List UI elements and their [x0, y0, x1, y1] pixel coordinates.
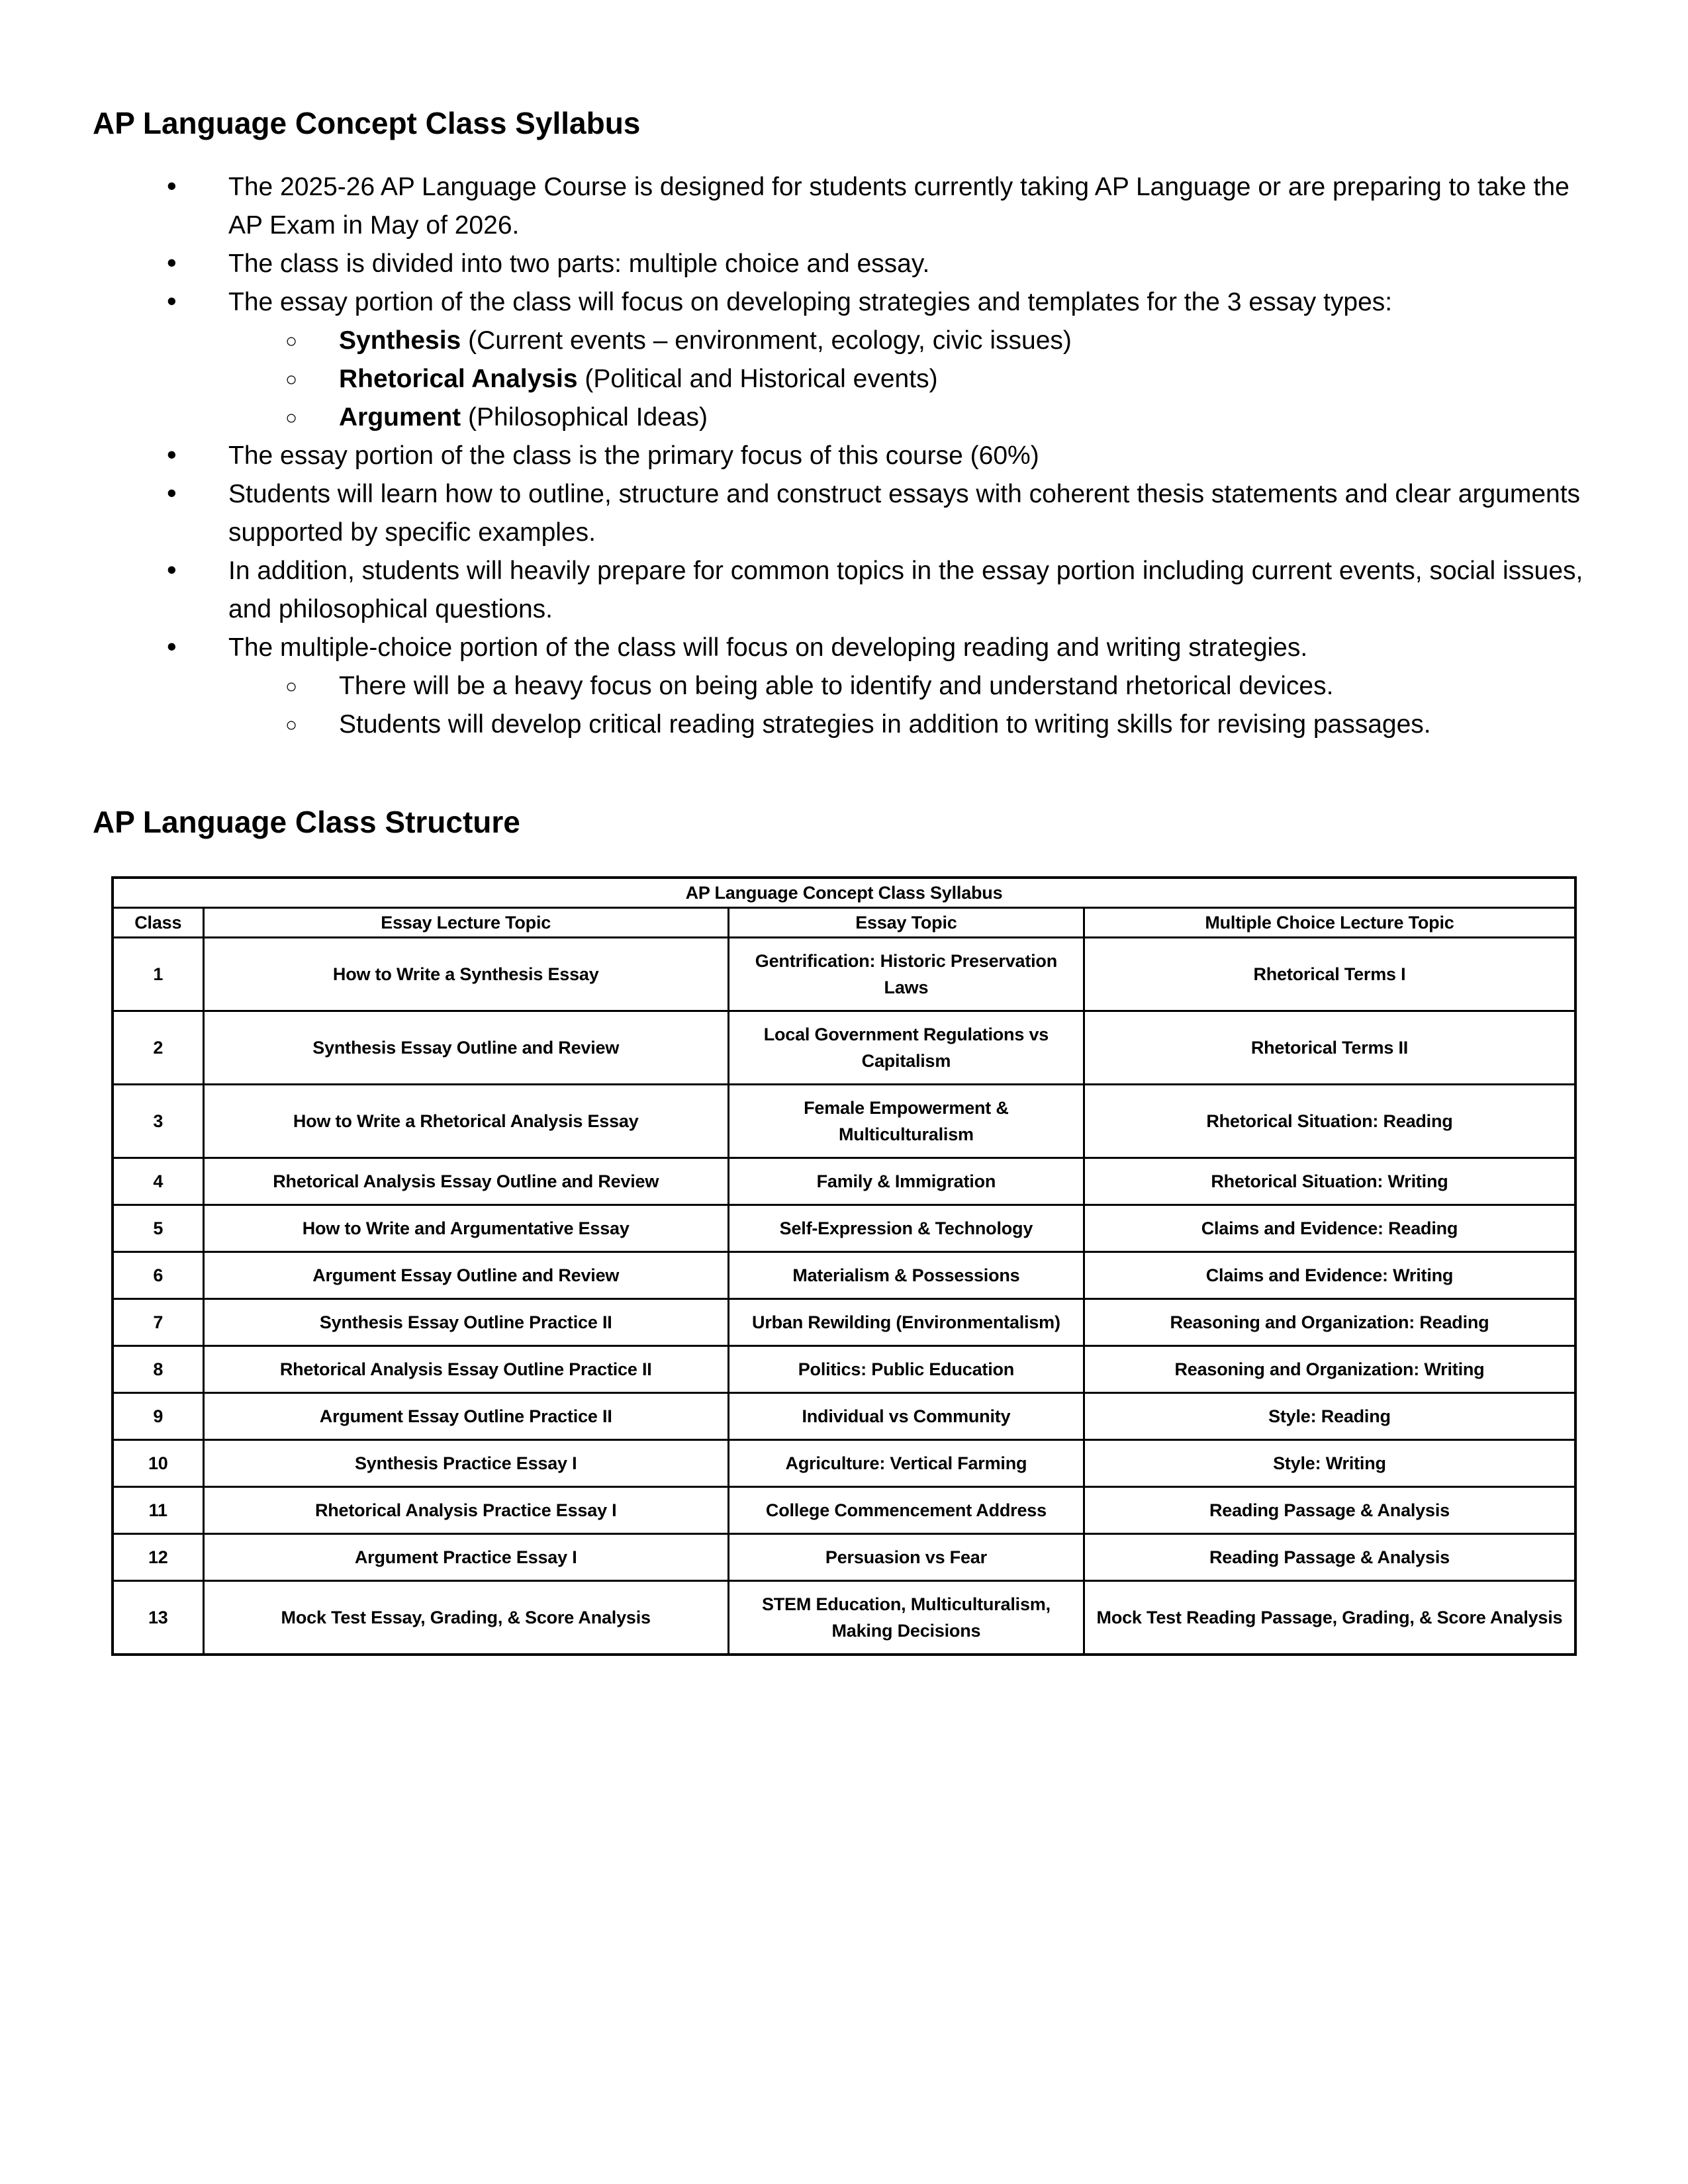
list-item	[93, 360, 1609, 398]
cell-mc-lecture-topic: Reasoning and Organization: Writing	[1084, 1346, 1575, 1393]
cell-essay-lecture-topic: Rhetorical Analysis Practice Essay I	[203, 1487, 728, 1534]
cell-essay-lecture-topic: Argument Practice Essay I	[203, 1534, 728, 1581]
list-item-text: Students will learn how to outline, structure and construct essays with coherent thesis statements and clear arguments supported by specific examples.	[228, 480, 1581, 547]
list-item-text: In addition, students will heavily prepare for common topics in the essay portion including current events, social issues, and philosophical questions.	[228, 557, 1583, 623]
disc-bullet-icon: •	[167, 554, 177, 585]
cell-class-number: 7	[113, 1299, 203, 1346]
cell-mc-lecture-topic: Rhetorical Situation: Writing	[1084, 1158, 1575, 1205]
disc-bullet-icon: •	[167, 285, 177, 316]
cell-essay-lecture-topic: How to Write and Argumentative Essay	[203, 1205, 728, 1252]
list-item	[93, 705, 1609, 744]
cell-mc-lecture-topic: Reasoning and Organization: Reading	[1084, 1299, 1575, 1346]
cell-class-number: 12	[113, 1534, 203, 1581]
table-row	[113, 1011, 1575, 1085]
disc-bullet-icon: •	[167, 170, 177, 201]
list-item-text: There will be a heavy focus on being able to identify and understand rhetorical devices.	[339, 672, 1334, 700]
syllabus-bullet-list	[93, 168, 1609, 744]
cell-essay-topic: Gentrification: Historic Preservation Laws	[728, 938, 1084, 1011]
list-item	[93, 667, 1609, 705]
table-row	[113, 1393, 1575, 1440]
table-body	[113, 878, 1575, 1655]
column-header: Multiple Choice Lecture Topic	[1084, 908, 1575, 938]
cell-essay-topic: STEM Education, Multiculturalism, Making Decisions	[728, 1581, 1084, 1655]
cell-mc-lecture-topic: Style: Writing	[1084, 1440, 1575, 1487]
table-row	[113, 1252, 1575, 1299]
column-header: Essay Topic	[728, 908, 1084, 938]
list-item-bold-text: Rhetorical Analysis	[339, 365, 578, 393]
disc-bullet-icon: •	[167, 477, 177, 508]
cell-class-number: 10	[113, 1440, 203, 1487]
list-item-text: Students will develop critical reading strategies in addition to writing skills for revising passages.	[339, 710, 1431, 739]
circle-bullet-icon: ○	[285, 714, 298, 736]
list-item	[93, 283, 1609, 322]
list-item	[93, 475, 1609, 552]
circle-bullet-icon: ○	[285, 407, 298, 429]
table-row	[113, 1534, 1575, 1581]
list-item	[93, 629, 1609, 667]
cell-essay-topic: Female Empowerment & Multiculturalism	[728, 1085, 1084, 1158]
table-caption-row	[113, 878, 1575, 908]
cell-essay-topic: Self-Expression & Technology	[728, 1205, 1084, 1252]
class-structure-table	[111, 876, 1577, 1656]
cell-essay-lecture-topic: Argument Essay Outline Practice II	[203, 1393, 728, 1440]
table-row	[113, 1085, 1575, 1158]
table-header-row	[113, 908, 1575, 938]
cell-class-number: 2	[113, 1011, 203, 1085]
cell-essay-topic: College Commencement Address	[728, 1487, 1084, 1534]
cell-essay-topic: Family & Immigration	[728, 1158, 1084, 1205]
list-item-text: (Political and Historical events)	[577, 365, 938, 393]
table-caption: AP Language Concept Class Syllabus	[113, 878, 1575, 908]
column-header: Essay Lecture Topic	[203, 908, 728, 938]
cell-class-number: 9	[113, 1393, 203, 1440]
cell-essay-lecture-topic: Synthesis Practice Essay I	[203, 1440, 728, 1487]
cell-essay-topic: Local Government Regulations vs Capitalism	[728, 1011, 1084, 1085]
cell-class-number: 5	[113, 1205, 203, 1252]
cell-class-number: 11	[113, 1487, 203, 1534]
circle-bullet-icon: ○	[285, 330, 298, 352]
table-row	[113, 1440, 1575, 1487]
cell-class-number: 3	[113, 1085, 203, 1158]
table-row	[113, 1346, 1575, 1393]
cell-mc-lecture-topic: Reading Passage & Analysis	[1084, 1534, 1575, 1581]
cell-essay-topic: Urban Rewilding (Environmentalism)	[728, 1299, 1084, 1346]
column-header: Class	[113, 908, 203, 938]
circle-bullet-icon: ○	[285, 369, 298, 390]
cell-class-number: 13	[113, 1581, 203, 1655]
class-structure-table-wrap	[111, 876, 1609, 1656]
table-row	[113, 1487, 1575, 1534]
cell-essay-lecture-topic: How to Write a Rhetorical Analysis Essay	[203, 1085, 728, 1158]
structure-heading: AP Language Class Structure	[93, 805, 520, 839]
cell-essay-lecture-topic: Synthesis Essay Outline Practice II	[203, 1299, 728, 1346]
list-item-text: The multiple-choice portion of the class will focus on developing reading and writing strategies.	[228, 633, 1308, 662]
disc-bullet-icon: •	[167, 631, 177, 662]
cell-class-number: 8	[113, 1346, 203, 1393]
list-item-bold-text: Synthesis	[339, 326, 461, 355]
list-item-text: The class is divided into two parts: multiple choice and essay.	[228, 250, 930, 278]
cell-essay-topic: Materialism & Possessions	[728, 1252, 1084, 1299]
cell-class-number: 6	[113, 1252, 203, 1299]
circle-bullet-icon: ○	[285, 676, 298, 698]
list-item-text: (Current events – environment, ecology, civic issues)	[461, 326, 1072, 355]
cell-essay-lecture-topic: How to Write a Synthesis Essay	[203, 938, 728, 1011]
cell-essay-topic: Persuasion vs Fear	[728, 1534, 1084, 1581]
cell-mc-lecture-topic: Claims and Evidence: Reading	[1084, 1205, 1575, 1252]
cell-mc-lecture-topic: Rhetorical Terms II	[1084, 1011, 1575, 1085]
cell-class-number: 4	[113, 1158, 203, 1205]
list-item	[93, 398, 1609, 437]
cell-essay-lecture-topic: Argument Essay Outline and Review	[203, 1252, 728, 1299]
cell-mc-lecture-topic: Rhetorical Situation: Reading	[1084, 1085, 1575, 1158]
cell-mc-lecture-topic: Mock Test Reading Passage, Grading, & Score Analysis	[1084, 1581, 1575, 1655]
list-item-text: (Philosophical Ideas)	[461, 403, 708, 432]
cell-essay-lecture-topic: Synthesis Essay Outline and Review	[203, 1011, 728, 1085]
table-row	[113, 938, 1575, 1011]
list-item	[93, 322, 1609, 360]
cell-class-number: 1	[113, 938, 203, 1011]
list-item	[93, 245, 1609, 283]
table-row	[113, 1158, 1575, 1205]
table-row	[113, 1581, 1575, 1655]
cell-mc-lecture-topic: Claims and Evidence: Writing	[1084, 1252, 1575, 1299]
cell-essay-lecture-topic: Rhetorical Analysis Essay Outline Practice II	[203, 1346, 728, 1393]
list-item-bold-text: Argument	[339, 403, 461, 432]
table-row	[113, 1205, 1575, 1252]
doc-title: AP Language Concept Class Syllabus	[93, 106, 641, 140]
cell-mc-lecture-topic: Reading Passage & Analysis	[1084, 1487, 1575, 1534]
table-row	[113, 1299, 1575, 1346]
list-item	[93, 168, 1609, 245]
cell-essay-topic: Agriculture: Vertical Farming	[728, 1440, 1084, 1487]
cell-mc-lecture-topic: Rhetorical Terms I	[1084, 938, 1575, 1011]
cell-essay-topic: Individual vs Community	[728, 1393, 1084, 1440]
disc-bullet-icon: •	[167, 439, 177, 470]
list-item-text: The essay portion of the class is the primary focus of this course (60%)	[228, 441, 1039, 470]
list-item	[93, 437, 1609, 475]
list-item-text: The 2025-26 AP Language Course is designed for students currently taking AP Language or are preparing to take the AP Exam in May of 2026.	[228, 173, 1570, 240]
list-item-text: The essay portion of the class will focus on developing strategies and templates for the 3 essay types:	[228, 288, 1393, 316]
cell-essay-lecture-topic: Mock Test Essay, Grading, & Score Analysis	[203, 1581, 728, 1655]
cell-essay-topic: Politics: Public Education	[728, 1346, 1084, 1393]
cell-essay-lecture-topic: Rhetorical Analysis Essay Outline and Review	[203, 1158, 728, 1205]
disc-bullet-icon: •	[167, 247, 177, 278]
list-item	[93, 552, 1609, 629]
cell-mc-lecture-topic: Style: Reading	[1084, 1393, 1575, 1440]
